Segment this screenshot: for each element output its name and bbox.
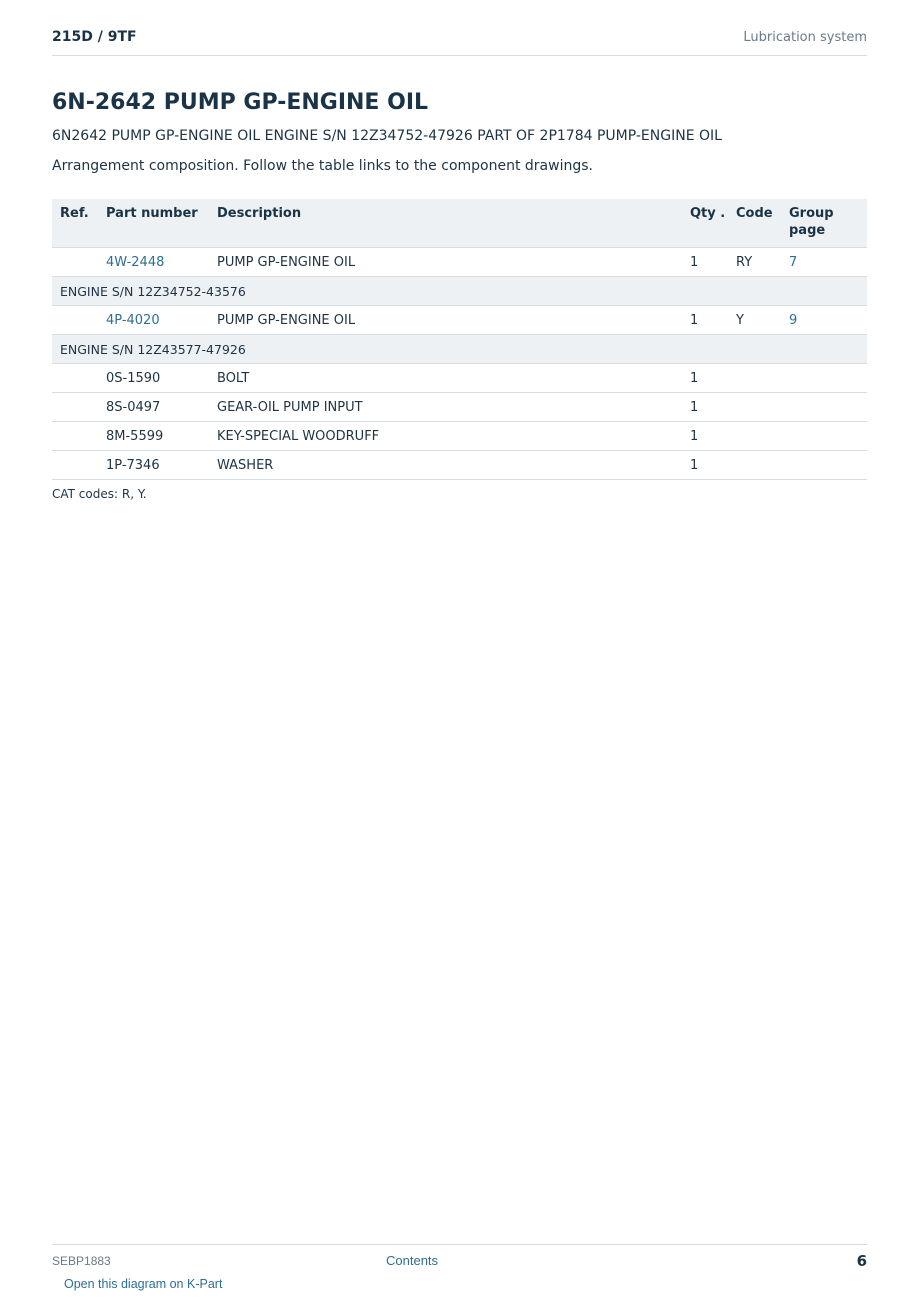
group-page-link[interactable]: 7: [789, 254, 798, 270]
description-cell: PUMP GP-ENGINE OIL: [209, 306, 682, 335]
col-group-page: Group page: [781, 199, 867, 248]
ref-cell: [52, 393, 98, 422]
model-label: 215D / 9TF: [52, 29, 137, 45]
kpart-link[interactable]: Open this diagram on K-Part: [64, 1277, 223, 1291]
description-cell: BOLT: [209, 364, 682, 393]
intro-text: Arrangement composition. Follow the table links to the component drawings.: [52, 158, 593, 174]
contents-link[interactable]: Contents: [386, 1253, 439, 1268]
serial-group-row: [52, 277, 867, 306]
table-row: [52, 306, 867, 335]
table-row: [52, 451, 867, 480]
group-page-cell: [781, 364, 867, 393]
part-number-link[interactable]: 4W-2448: [106, 254, 165, 270]
code-cell: [728, 451, 781, 480]
col-part-number: Part number: [98, 199, 209, 248]
serial-group-row: [52, 335, 867, 364]
description-cell: PUMP GP-ENGINE OIL: [209, 248, 682, 277]
part-number-cell: 0S-1590: [98, 364, 209, 393]
col-qty: Qty .: [682, 199, 728, 248]
col-code: Code: [728, 199, 781, 248]
document-id: SEBP1883: [52, 1254, 111, 1268]
code-cell: Y: [728, 306, 781, 335]
cat-codes-note: CAT codes: R, Y.: [52, 487, 147, 501]
code-cell: [728, 393, 781, 422]
ref-cell: [52, 422, 98, 451]
col-description: Description: [209, 199, 682, 248]
group-page-link[interactable]: 9: [789, 312, 798, 328]
code-cell: [728, 422, 781, 451]
part-number-cell: 1P-7346: [98, 451, 209, 480]
page-title: 6N-2642 PUMP GP-ENGINE OIL: [52, 90, 429, 115]
page-header: [52, 0, 867, 56]
section-label: Lubrication system: [743, 30, 867, 45]
qty-cell: 1: [682, 248, 728, 277]
part-number-cell: 8S-0497: [98, 393, 209, 422]
serial-range-label: ENGINE S/N 12Z43577-47926: [52, 335, 867, 364]
qty-cell: 1: [682, 364, 728, 393]
group-page-cell: [781, 422, 867, 451]
table-row: [52, 393, 867, 422]
parts-table: [52, 199, 867, 480]
description-cell: WASHER: [209, 451, 682, 480]
description-cell: GEAR-OIL PUMP INPUT: [209, 393, 682, 422]
arrangement-subtitle: 6N2642 PUMP GP-ENGINE OIL ENGINE S/N 12Z34752-47926 PART OF 2P1784 PUMP-ENGINE OIL: [52, 128, 722, 144]
ref-cell: [52, 248, 98, 277]
code-cell: RY: [728, 248, 781, 277]
code-cell: [728, 364, 781, 393]
table-row: [52, 422, 867, 451]
col-ref: Ref.: [52, 199, 98, 248]
serial-range-label: ENGINE S/N 12Z34752-43576: [52, 277, 867, 306]
table-header-row: [52, 199, 867, 248]
page-number: 6: [856, 1252, 867, 1270]
description-cell: KEY-SPECIAL WOODRUFF: [209, 422, 682, 451]
table-row: [52, 248, 867, 277]
table-row: [52, 364, 867, 393]
ref-cell: [52, 451, 98, 480]
group-page-cell: [781, 393, 867, 422]
qty-cell: 1: [682, 451, 728, 480]
qty-cell: 1: [682, 422, 728, 451]
part-number-cell: 8M-5599: [98, 422, 209, 451]
qty-cell: 1: [682, 306, 728, 335]
part-number-link[interactable]: 4P-4020: [106, 312, 160, 328]
ref-cell: [52, 364, 98, 393]
ref-cell: [52, 306, 98, 335]
group-page-cell: [781, 451, 867, 480]
page-footer: [52, 1244, 867, 1300]
qty-cell: 1: [682, 393, 728, 422]
